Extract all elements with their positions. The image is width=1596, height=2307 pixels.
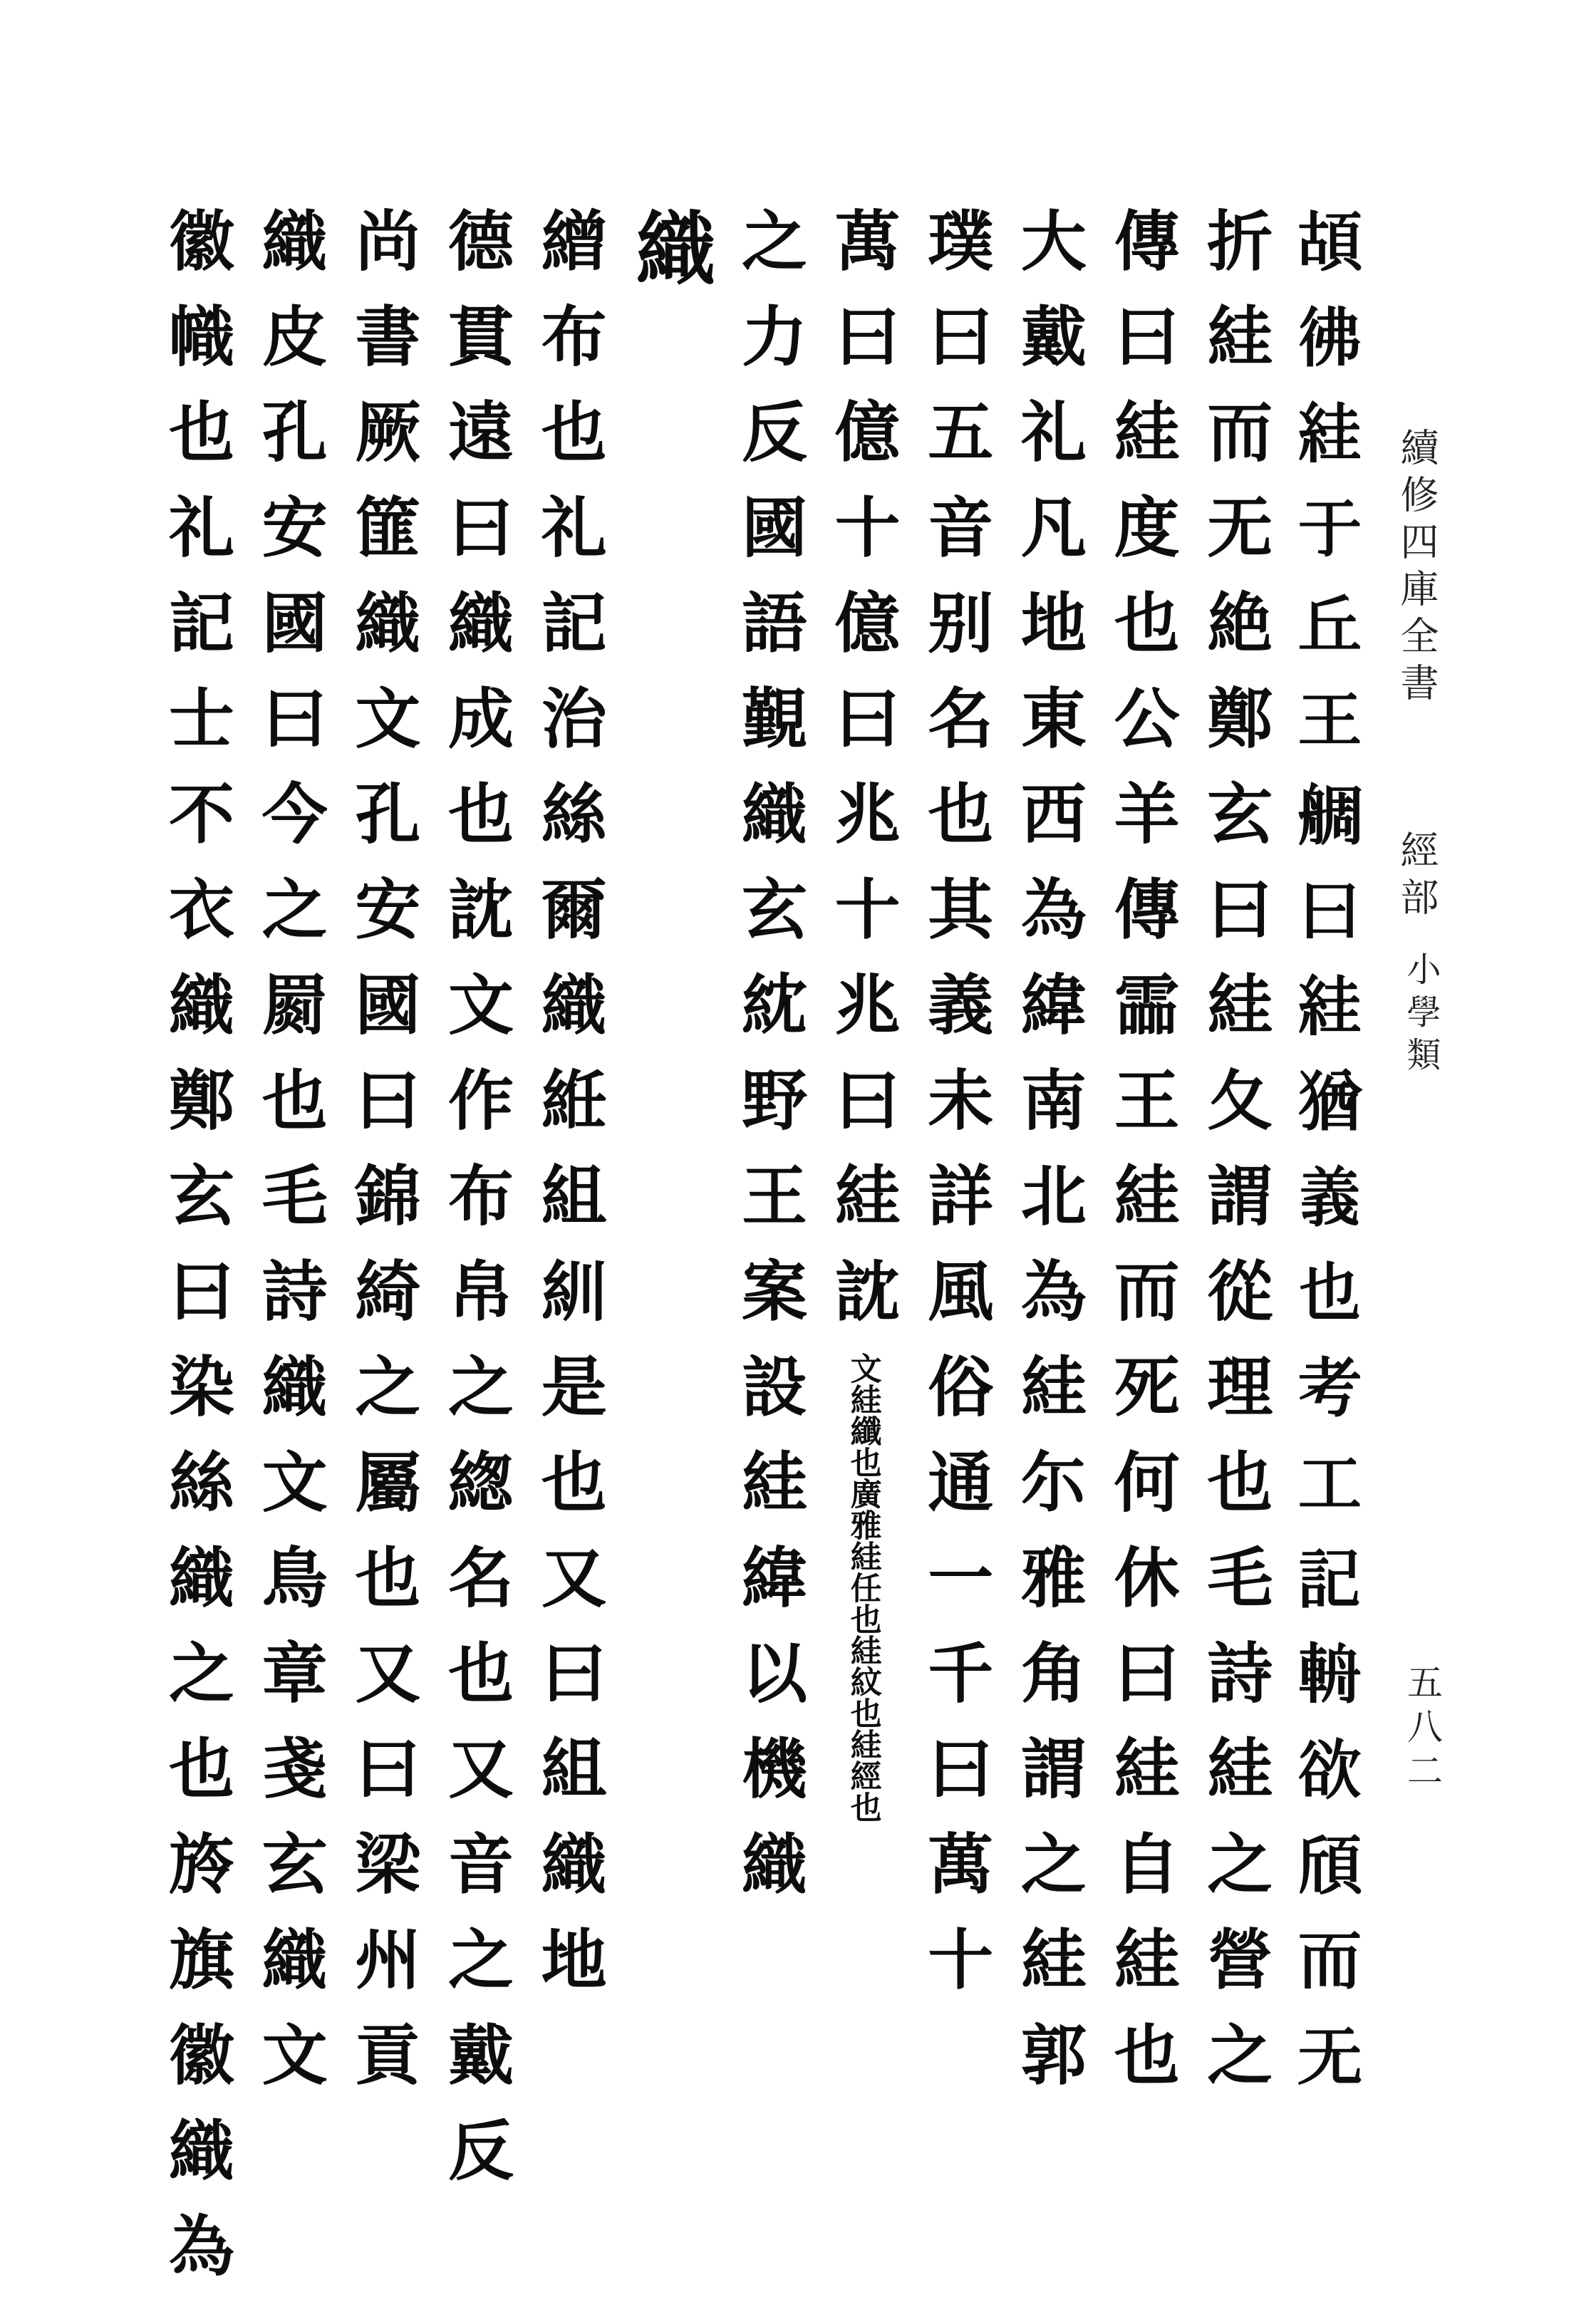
text-column-1 — [1289, 207, 1367, 2123]
column-text: 𩑶彿絓于丘王𦩍曰絓猶義也考工記輈欲頎而无 — [1289, 207, 1367, 2116]
inline-note: 文絓纖也廣雅絓任也絓紋也絓經也 — [844, 1352, 881, 1823]
column-text: 織皮孔安國曰今之罽也毛詩織文鳥章戔玄織文 — [251, 207, 328, 2116]
text-column-9 — [530, 207, 608, 2123]
page-number: 五八二 — [1401, 1664, 1443, 1796]
column-text: 徽幟也礼記士不衣織鄭玄曰染絲織之也旍旗徽織為 — [158, 207, 235, 2307]
headword-column — [623, 207, 717, 2123]
column-text: 大戴礼凡地東西為緯南北為絓尓雅角謂之絓郭 — [1010, 207, 1087, 2116]
column-text: 尚書厥篚織文孔安國曰錦綺之屬也又曰梁州貢 — [344, 207, 422, 2116]
classification-title: 小學類 — [1401, 951, 1441, 1079]
column-text: 傳曰絓度也公羊傳霝王絓而死何休曰絓自絓也 — [1103, 207, 1181, 2116]
text-column-10 — [437, 207, 514, 2212]
column-text: 折絓而无絶鄭玄曰絓夂謂從理也毛詩絓之營之 — [1196, 207, 1274, 2116]
text-column-6 — [824, 207, 901, 2123]
text-column-4 — [1010, 207, 1087, 2123]
text-column-11 — [344, 207, 422, 2123]
text-column-7 — [730, 207, 808, 2123]
text-column-2 — [1196, 207, 1274, 2123]
column-text: 璞曰五音别名也其義未詳風俗通一千曰萬十 — [917, 207, 995, 2021]
column-text: 萬曰億十億曰兆十兆曰絓訦 — [824, 207, 901, 1352]
column-text: 繒布也礼記治絲爾織絍組紃是也又曰組織地 — [530, 207, 608, 2021]
headword: 織 — [623, 207, 717, 316]
section-title: 經部 — [1394, 830, 1439, 924]
text-column-12 — [251, 207, 328, 2123]
series-title: 續修四庫全書 — [1394, 427, 1439, 710]
column-text: 之力反國語覲織玄紞野王案設絓緯以機織 — [730, 207, 808, 1925]
text-column-5 — [917, 207, 995, 2123]
column-text: 德貫遠曰織成也訦文作布帛之緫名也又音之戴反 — [437, 207, 514, 2212]
main-text — [158, 207, 1367, 2307]
text-column-13 — [158, 207, 235, 2307]
text-column-3 — [1103, 207, 1181, 2123]
